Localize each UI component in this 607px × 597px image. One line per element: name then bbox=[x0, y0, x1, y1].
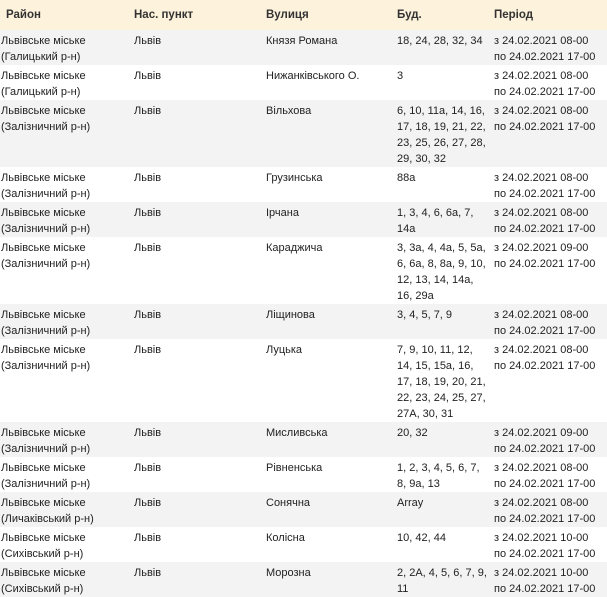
table-row bbox=[0, 30, 607, 65]
cell-street: Нижанківського О. bbox=[262, 65, 393, 100]
header-period: Період bbox=[490, 0, 607, 30]
period-to: по 24.02.2021 17-00 bbox=[494, 121, 596, 133]
header-buildings: Буд. bbox=[393, 0, 490, 30]
table-row bbox=[0, 100, 607, 167]
cell-district: Львівське міське (Залізничний р-н) bbox=[0, 237, 130, 304]
cell-street: Ліщинова bbox=[262, 304, 393, 339]
period-to: по 24.02.2021 17-00 bbox=[494, 51, 596, 63]
table-header-row bbox=[0, 0, 607, 30]
cell-period bbox=[490, 167, 607, 202]
cell-period bbox=[490, 422, 607, 457]
cell-buildings: 3, 3а, 4, 4а, 5, 5а, 6, 6а, 8, 8а, 9, 10, 12, 13, 14, 14а, 16, 29а bbox=[393, 237, 490, 304]
period-to: по 24.02.2021 17-00 bbox=[494, 223, 596, 235]
table-row bbox=[0, 167, 607, 202]
cell-period bbox=[490, 202, 607, 237]
cell-street: Грузинська bbox=[262, 167, 393, 202]
period-from: з 24.02.2021 08-00 bbox=[494, 207, 589, 219]
table-row bbox=[0, 422, 607, 457]
cell-buildings: 20, 32 bbox=[393, 422, 490, 457]
cell-settlement: Львів bbox=[130, 167, 262, 202]
cell-settlement: Львів bbox=[130, 30, 262, 65]
cell-period bbox=[490, 527, 607, 562]
cell-period bbox=[490, 339, 607, 422]
header-settlement: Нас. пункт bbox=[130, 0, 262, 30]
period-to: по 24.02.2021 17-00 bbox=[494, 583, 596, 595]
cell-street: Морозна bbox=[262, 562, 393, 597]
period-from: з 24.02.2021 08-00 bbox=[494, 35, 589, 47]
cell-buildings: 10, 42, 44 bbox=[393, 527, 490, 562]
cell-district: Львівське міське (Сихівський р-н) bbox=[0, 527, 130, 562]
cell-street: Мисливська bbox=[262, 422, 393, 457]
period-from: з 24.02.2021 08-00 bbox=[494, 344, 589, 356]
cell-street: Князя Романа bbox=[262, 30, 393, 65]
period-to: по 24.02.2021 17-00 bbox=[494, 513, 596, 525]
table-row bbox=[0, 527, 607, 562]
period-to: по 24.02.2021 17-00 bbox=[494, 86, 596, 98]
cell-settlement: Львів bbox=[130, 422, 262, 457]
table-row bbox=[0, 304, 607, 339]
cell-period bbox=[490, 65, 607, 100]
table-row bbox=[0, 237, 607, 304]
cell-district: Львівське міське (Залізничний р-н) bbox=[0, 100, 130, 167]
cell-buildings: 6, 10, 11а, 14, 16, 17, 18, 19, 21, 22, 23, 25, 26, 27, 28, 29, 30, 32 bbox=[393, 100, 490, 167]
cell-buildings: 3, 4, 5, 7, 9 bbox=[393, 304, 490, 339]
table-row bbox=[0, 457, 607, 492]
cell-district: Львівське міське (Сихівський р-н) bbox=[0, 562, 130, 597]
table-row bbox=[0, 339, 607, 422]
cell-district: Львівське міське (Личаківський р-н) bbox=[0, 492, 130, 527]
cell-district: Львівське міське (Галицький р-н) bbox=[0, 65, 130, 100]
cell-buildings: Array bbox=[393, 492, 490, 527]
period-from: з 24.02.2021 08-00 bbox=[494, 497, 589, 509]
cell-district: Львівське міське (Галицький р-н) bbox=[0, 30, 130, 65]
cell-settlement: Львів bbox=[130, 100, 262, 167]
cell-street: Рівненська bbox=[262, 457, 393, 492]
period-from: з 24.02.2021 08-00 bbox=[494, 462, 589, 474]
cell-settlement: Львів bbox=[130, 237, 262, 304]
cell-period bbox=[490, 237, 607, 304]
cell-district: Львівське міське (Залізничний р-н) bbox=[0, 422, 130, 457]
period-to: по 24.02.2021 17-00 bbox=[494, 188, 596, 200]
period-to: по 24.02.2021 17-00 bbox=[494, 478, 596, 490]
cell-street: Сонячна bbox=[262, 492, 393, 527]
cell-street: Караджича bbox=[262, 237, 393, 304]
table-row bbox=[0, 562, 607, 597]
cell-buildings: 2, 2А, 4, 5, 6, 7, 9, 11 bbox=[393, 562, 490, 597]
cell-settlement: Львів bbox=[130, 562, 262, 597]
cell-period bbox=[490, 562, 607, 597]
header-district: Район bbox=[0, 0, 130, 30]
cell-settlement: Львів bbox=[130, 457, 262, 492]
cell-district: Львівське міське (Залізничний р-н) bbox=[0, 457, 130, 492]
cell-district: Львівське міське (Залізничний р-н) bbox=[0, 304, 130, 339]
cell-district: Львівське міське (Залізничний р-н) bbox=[0, 339, 130, 422]
cell-street: Колісна bbox=[262, 527, 393, 562]
cell-period bbox=[490, 100, 607, 167]
period-to: по 24.02.2021 17-00 bbox=[494, 325, 596, 337]
cell-district: Львівське міське (Залізничний р-н) bbox=[0, 167, 130, 202]
period-from: з 24.02.2021 08-00 bbox=[494, 105, 589, 117]
table-row bbox=[0, 65, 607, 100]
cell-settlement: Львів bbox=[130, 65, 262, 100]
period-to: по 24.02.2021 17-00 bbox=[494, 548, 596, 560]
cell-buildings: 1, 3, 4, 6, 6а, 7, 14а bbox=[393, 202, 490, 237]
cell-settlement: Львів bbox=[130, 527, 262, 562]
cell-street: Ірчана bbox=[262, 202, 393, 237]
period-from: з 24.02.2021 09-00 bbox=[494, 242, 589, 254]
cell-settlement: Львів bbox=[130, 202, 262, 237]
table-body bbox=[0, 30, 607, 597]
cell-buildings: 1, 2, 3, 4, 5, 6, 7, 8, 9а, 13 bbox=[393, 457, 490, 492]
cell-buildings: 7, 9, 10, 11, 12, 14, 15, 15а, 16, 17, 18, 19, 20, 21, 22, 23, 24, 25, 27, 27А, 30, 31 bbox=[393, 339, 490, 422]
cell-buildings: 88а bbox=[393, 167, 490, 202]
period-from: з 24.02.2021 10-00 bbox=[494, 532, 589, 544]
cell-period bbox=[490, 304, 607, 339]
cell-settlement: Львів bbox=[130, 304, 262, 339]
cell-buildings: 3 bbox=[393, 65, 490, 100]
cell-period bbox=[490, 457, 607, 492]
period-from: з 24.02.2021 09-00 bbox=[494, 427, 589, 439]
cell-street: Вільхова bbox=[262, 100, 393, 167]
period-from: з 24.02.2021 08-00 bbox=[494, 172, 589, 184]
cell-buildings: 18, 24, 28, 32, 34 bbox=[393, 30, 490, 65]
period-from: з 24.02.2021 08-00 bbox=[494, 70, 589, 82]
period-from: з 24.02.2021 10-00 bbox=[494, 567, 589, 579]
period-to: по 24.02.2021 17-00 bbox=[494, 360, 596, 372]
period-from: з 24.02.2021 08-00 bbox=[494, 309, 589, 321]
cell-street: Луцька bbox=[262, 339, 393, 422]
cell-district: Львівське міське (Залізничний р-н) bbox=[0, 202, 130, 237]
cell-settlement: Львів bbox=[130, 492, 262, 527]
table-row bbox=[0, 202, 607, 237]
cell-settlement: Львів bbox=[130, 339, 262, 422]
header-street: Вулиця bbox=[262, 0, 393, 30]
cell-period bbox=[490, 492, 607, 527]
period-to: по 24.02.2021 17-00 bbox=[494, 443, 596, 455]
table-row bbox=[0, 492, 607, 527]
period-to: по 24.02.2021 17-00 bbox=[494, 258, 596, 270]
cell-period bbox=[490, 30, 607, 65]
